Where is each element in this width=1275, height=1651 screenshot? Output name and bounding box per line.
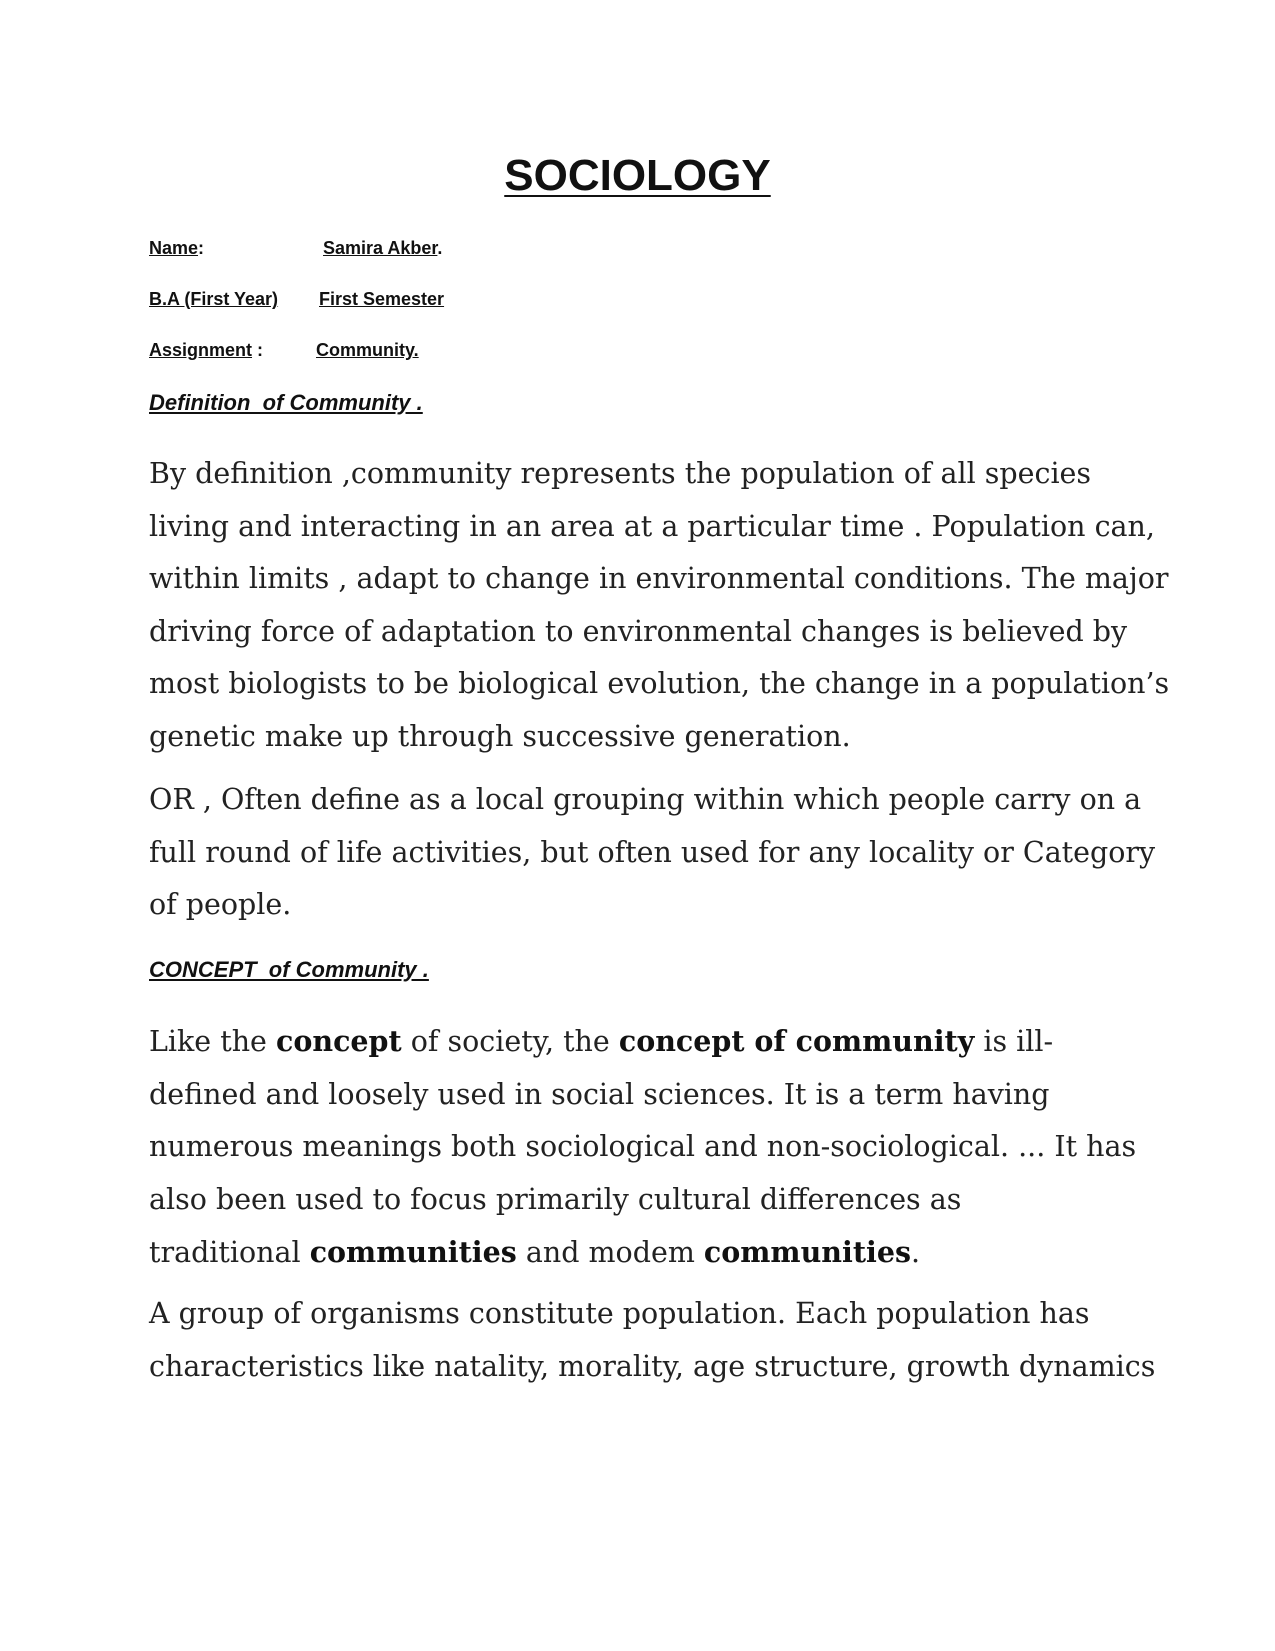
text-line: traditional communities and modem communities.	[149, 1235, 921, 1270]
assignment-value: Community.	[316, 340, 419, 360]
concept-paragraph-1	[149, 1015, 1137, 1280]
text-line: full round of life activities, but often used for any locality or Category	[149, 835, 1156, 869]
name-row	[149, 236, 443, 260]
bold-term: concept	[275, 1024, 402, 1058]
text-line: Like the concept of society, the concept of community is ill-	[149, 1024, 1054, 1058]
text-line: defined and loosely used in social sciences. It is a term having	[149, 1077, 1050, 1111]
assignment-colon: :	[252, 340, 264, 360]
bold-term: communities	[703, 1235, 912, 1270]
name-label: Name	[149, 238, 199, 258]
text-line: within limits , adapt to change in environmental conditions. The major	[149, 562, 1169, 596]
page-title	[0, 148, 1275, 204]
text-line: genetic make up through successive generation.	[149, 719, 851, 753]
text-line: most biologists to be biological evolution, the change in a population’s	[149, 667, 1170, 701]
name-colon: :	[198, 238, 205, 258]
definition-heading: Definition of Community .	[149, 390, 423, 415]
bold-term: concept of community	[618, 1024, 975, 1058]
name-value: Samira Akber	[323, 238, 438, 258]
text-line: By definition ,community represents the population of all species	[149, 457, 1092, 490]
program-value: First Semester	[319, 289, 445, 309]
text-line: numerous meanings both sociological and non-sociological. ... It has	[149, 1130, 1137, 1164]
assignment-row	[149, 338, 419, 362]
concept-paragraph-2	[149, 1288, 1156, 1393]
bold-term: communities	[309, 1235, 517, 1270]
assignment-label: Assignment	[149, 340, 253, 360]
definition-paragraph-2	[149, 774, 1156, 932]
concept-heading: CONCEPT of Community .	[149, 957, 429, 982]
definition-paragraph-1	[149, 448, 1170, 764]
text-line: also been used to focus primarily cultural differences as	[149, 1182, 962, 1216]
title-text: SOCIOLOGY	[504, 151, 771, 200]
program-label: B.A (First Year)	[149, 289, 279, 309]
text-line: living and interacting in an area at a particular time . Population can,	[149, 509, 1155, 543]
program-row	[149, 287, 445, 311]
text-line: driving force of adaptation to environmental changes is believed by	[149, 614, 1128, 648]
name-value-wrap	[323, 236, 442, 260]
text-line: A group of organisms constitute population. Each population has	[149, 1297, 1090, 1330]
text-line: characteristics like natality, morality, age structure, growth dynamics	[149, 1349, 1156, 1383]
name-period: .	[437, 238, 443, 258]
text-line: OR , Often define as a local grouping within which people carry on a	[149, 783, 1142, 816]
text-line: of people.	[149, 888, 292, 922]
